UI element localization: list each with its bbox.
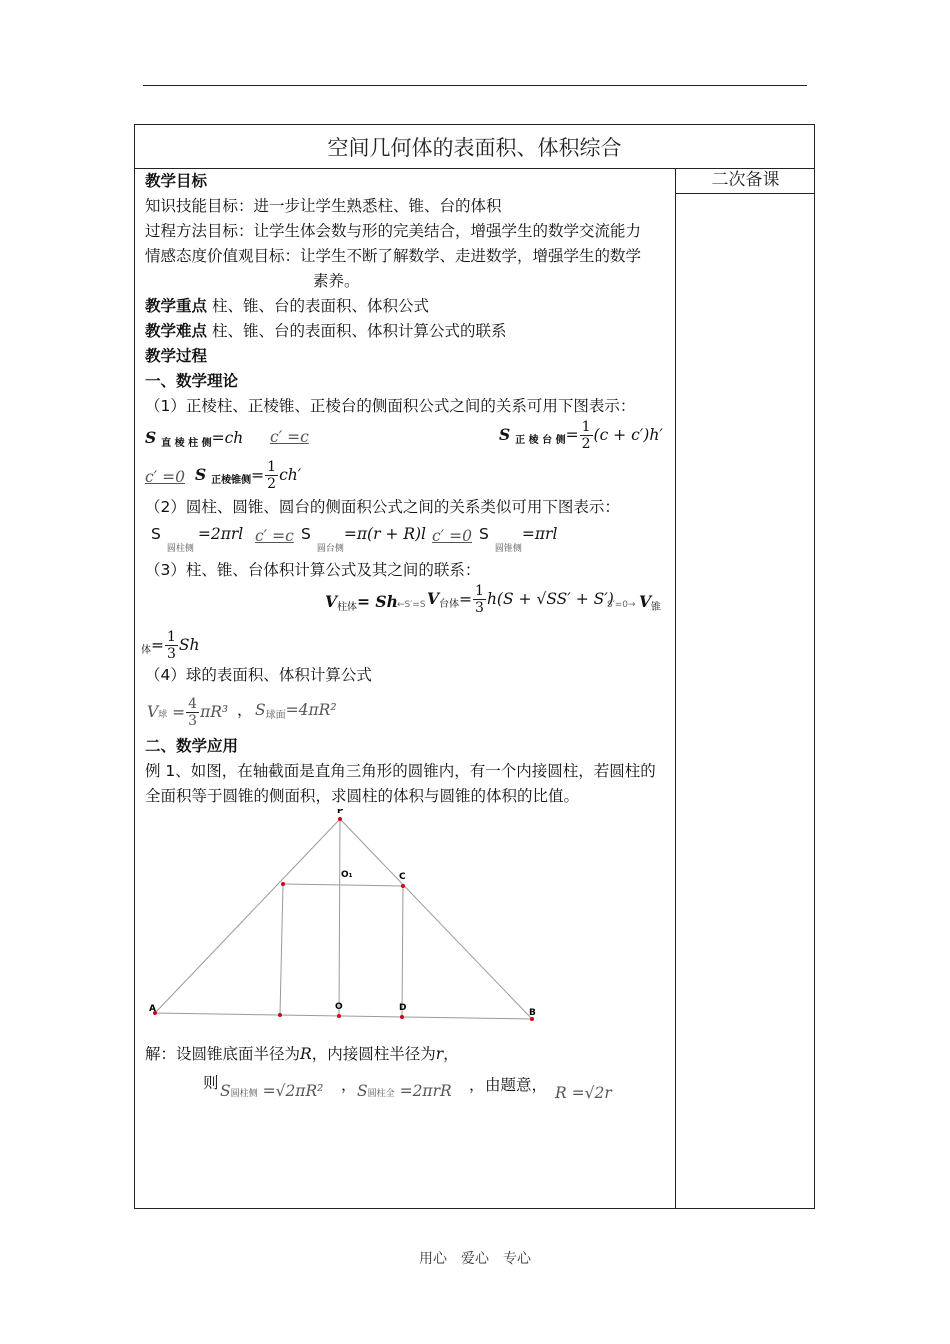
prism-cond: c′ =c [270,428,309,446]
then-label: 则 [203,1074,219,1092]
generatrix-pb [340,819,532,1019]
cyl-formula: $S_{圆柱侧}=2\pi rl$ [151,525,244,554]
pyramid-formula: S $_{正棱锥侧}$= $\frac{1}{2}$ ch′ [195,459,302,492]
application-heading: 二、数学应用 [145,737,239,755]
sol-s1: S圆柱侧 =√2πR² [220,1082,324,1100]
cylinder-right [402,886,403,1017]
cone-formula: $S_{圆锥侧}=\pi rl$ [479,525,558,554]
cylinder-left [280,884,283,1015]
theory-1: （1）正棱柱、正棱锥、正棱台的侧面积公式之间的关系可用下图表示： [145,397,636,415]
theory-2: （2）圆柱、圆锥、圆台的侧面积公式之间的关系类似可用下图表示： [145,498,620,516]
label-p: P [337,809,344,816]
formula-row-prism [145,419,670,455]
cond-zero: c′ =0 [145,468,185,486]
goals-heading: 教学目标 [145,172,208,190]
frustum-formula: S $_{正 棱 台 侧}$= $\frac{1}{2}$ (c + c′)h′ [499,419,663,452]
generatrix-pa [155,819,340,1013]
key-label: 教学重点 [145,297,208,315]
formula-row-sphere: V球 = $\frac{4}{3}$ πR³ ， $S_{球面}=4\pi R^2$ [147,696,337,729]
goal-emotion: 情感态度价值观目标：让学生不断了解数学、走进数学，增强学生的数学 [145,247,642,265]
sphere-volume: V球 = $\frac{4}{3}$ πR³ [147,696,229,729]
cone-cylinder-figure [145,809,670,1024]
point-o [337,1014,341,1018]
example-1a: 例 1、如图，在轴截面是直角三角形的圆锥内，有一个内接圆柱，若圆柱的 [145,762,656,780]
cylinder-top [283,884,403,886]
point-c [401,884,405,888]
sphere-surface: $S_{球面}=4\pi R^2$ [255,701,337,721]
side-header: 二次备课 [676,168,815,194]
point-e [278,1013,282,1017]
by-question: 由题意， [485,1076,548,1094]
goal-knowledge: 知识技能目标：进一步让学生熟悉柱、锥、台的体积 [145,197,502,215]
formula-row-pyramid [145,455,670,495]
page-footer: 用心 爱心 专心 [419,1251,531,1267]
solution-formula-row: 则 S圆柱侧 =√2πR² ， S圆柱全 =2πrR ， 由题意， R =√2r [145,1067,670,1103]
label-d: D [399,1003,407,1013]
axis-po [339,819,340,1016]
goal-emotion-cont: 素养。 [313,272,360,290]
theory-4: （4）球的表面积、体积计算公式 [145,666,372,684]
cone-cond: c′ =0 [432,527,472,545]
header-rule [143,85,807,86]
side-column [675,168,815,1208]
label-o1: O₁ [341,870,353,880]
arrow-right: S′=0→ [607,600,636,610]
solution-line: 解：设圆锥底面半径为R，内接圆柱半径为r， [145,1045,459,1063]
figure-svg [145,809,670,1024]
base-ab [155,1013,532,1019]
theory-3: （3）柱、锥、台体积计算公式及其之间的联系： [145,561,481,579]
formula-row-cone-volume [141,627,670,663]
cyl-cond: c′ =c [255,527,294,545]
point-d [400,1015,404,1019]
example-1b: 全面积等于圆锥的侧面积，求圆柱的体积与圆锥的体积的比值。 [145,787,580,805]
page-title: 空间几何体的表面积、体积综合 [135,125,814,169]
difficulty-text: 柱、锥、台的表面积、体积计算公式的联系 [211,322,507,340]
label-c: C [399,872,406,882]
v-frustum-formula: $V_{台体}=$ $\frac{1}{3}$ h(S + √SS′ + S′) [427,583,614,616]
arrow-left: ←S′=S [397,600,426,610]
label-b: B [529,1008,536,1018]
sol-r-relation: R =√2r [555,1084,612,1102]
v-cone-formula-b: $_体$= $\frac{1}{3}$ Sh [141,629,200,662]
point-l [281,882,285,886]
v-cone-formula-a: $V_锥$ [639,592,662,613]
prism-formula: S $_{直 棱 柱 侧}$=ch [145,428,244,449]
goal-process: 过程方法目标：让学生体会数与形的完美结合，增强学生的数学交流能力 [145,222,642,240]
difficulty-label: 教学难点 [145,322,208,340]
formula-row-cylinder [145,520,670,554]
main-content [141,169,670,1103]
frustum-round-formula: $S_{圆台侧}=\pi(r + R)l$ [301,525,427,554]
formula-row-volume [145,583,670,627]
sol-s2: S圆柱全 =2πrR [357,1082,452,1100]
v-prism-formula: $V_{柱体}= Sh$ [325,592,398,613]
theory-heading: 一、数学理论 [145,372,239,390]
process-heading: 教学过程 [145,347,208,365]
point-p [338,817,342,821]
lesson-table [134,124,815,1209]
label-a: A [149,1004,156,1014]
label-o: O [335,1002,343,1012]
key-text: 柱、锥、台的表面积、体积公式 [211,297,429,315]
